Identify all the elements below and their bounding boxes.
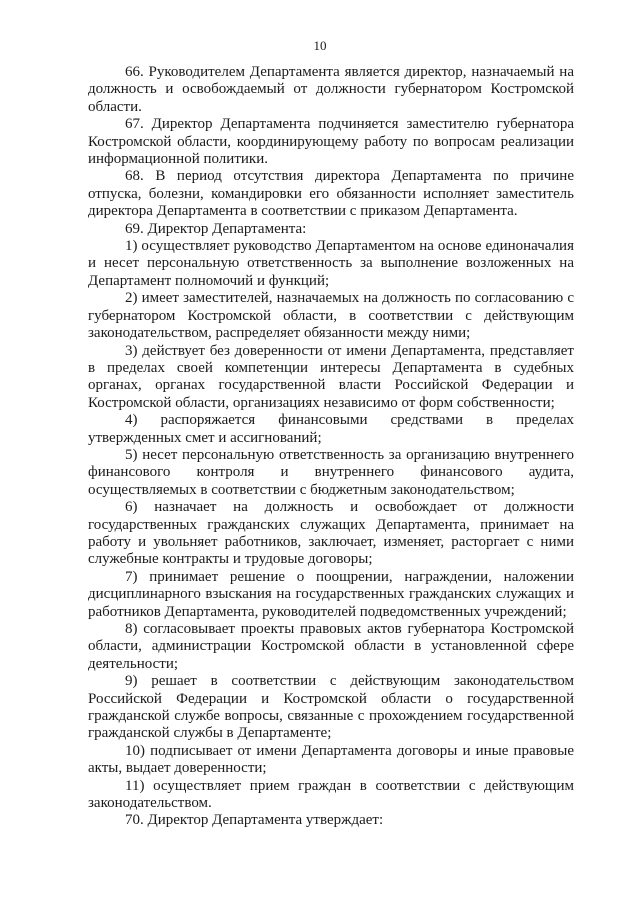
- paragraph-69: 69. Директор Департамента:: [125, 220, 307, 237]
- list-item-2: 2) имеет заместителей, назначаемых на должность по согласованию с губернатором Костромской области, в соответствии с действующим законодательством, распределяет обязанности между ними;: [88, 290, 574, 342]
- list-item-9: 9) решает в соответствии с действующим законодательством Российской Федерации и Костромской области о государственной гражданской службе вопросы, связанные с прохождением государственной гражданской службы в Департаменте;: [88, 673, 574, 742]
- document-body: [88, 64, 574, 830]
- list-item-6: 6) назначает на должность и освобождает от должности государственных гражданских служащих Департамента, принимает на работу и увольняет работников, заключает, изменяет, расторгает с ними служебные контракты и трудовые договоры;: [88, 499, 574, 568]
- list-item-5: 5) несет персональную ответственность за организацию внутреннего финансового контроля и внутреннего финансового аудита, осуществляемых в соответствии с бюджетным законодательством;: [88, 446, 574, 498]
- list-item-3: 3) действует без доверенности от имени Департамента, представляет в пределах своей компетенции интересы Департамента в судебных органах, органах государственной власти Российской Федерации и Костромской области, организациях независимо от форм собственности;: [88, 342, 574, 411]
- paragraph-66: 66. Руководителем Департамента является директор, назначаемый на должность и освобождаемый от должности губернатором Костромской области.: [88, 64, 574, 115]
- page-number: 10: [313, 38, 327, 53]
- list-item-11: 11) осуществляет прием граждан в соответствии с действующим законодательством.: [88, 777, 574, 812]
- paragraph-68: 68. В период отсутствия директора Департамента по причине отпуска, болезни, командировки его обязанности исполняет заместитель директора Департамента в соответствии с приказом Департамента.: [88, 168, 574, 220]
- paragraph-67: 67. Директор Департамента подчиняется заместителю губернатора Костромской области, координирующему работу по вопросам реализации информационной политики.: [88, 116, 574, 168]
- list-item-10: 10) подписывает от имени Департамента договоры и иные правовые акты, выдает доверенности;: [88, 742, 574, 777]
- list-item-1: 1) осуществляет руководство Департаментом на основе единоначалия и несет персональную ответственность за выполнение возложенных на Департамент полномочий и функций;: [88, 238, 574, 289]
- list-item-8: 8) согласовывает проекты правовых актов губернатора Костромской области, администрации Костромской области в установленной сфере деятельности;: [88, 621, 574, 672]
- list-item-4: 4) распоряжается финансовыми средствами в пределах утвержденных смет и ассигнований;: [88, 412, 574, 446]
- paragraph-70: 70. Директор Департамента утверждает:: [125, 812, 384, 829]
- list-item-7: 7) принимает решение о поощрении, награждении, наложении дисциплинарного взыскания на государственных гражданских служащих и работников Департамента, руководителей подведомственных учреждений;: [88, 568, 574, 620]
